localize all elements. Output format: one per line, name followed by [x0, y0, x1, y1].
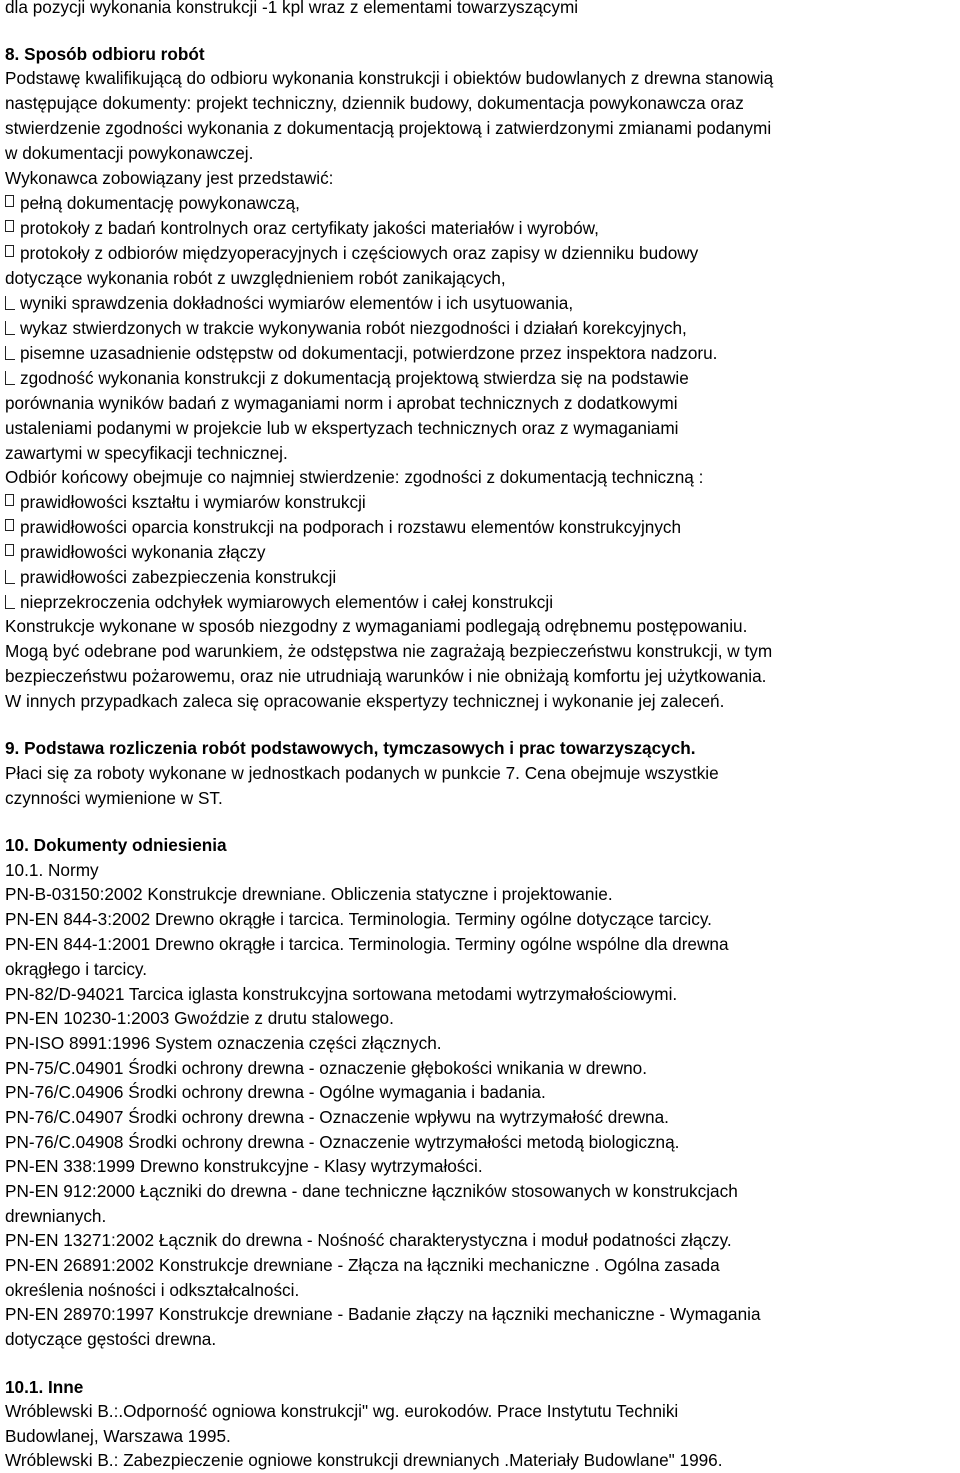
doc-line — [5, 1006, 394, 1030]
doc-line — [5, 614, 747, 638]
doc-line — [5, 1278, 299, 1302]
bullet-item — [5, 540, 266, 564]
line-text: nieprzekroczenia odchyłek wymiarowych elementów i całej konstrukcji — [20, 592, 554, 612]
bullet-hook-icon — [5, 346, 15, 360]
doc-line — [5, 932, 729, 956]
doc-line — [5, 907, 712, 931]
doc-line — [5, 982, 677, 1006]
line-text: PN-EN 26891:2002 Konstrukcje drewniane - Złącza na łączniki mechaniczne . Ogólna zasada — [5, 1255, 720, 1275]
bullet-box-icon — [5, 220, 14, 232]
line-text: PN-EN 338:1999 Drewno konstrukcyjne - Klasy wytrzymałości. — [5, 1156, 483, 1176]
line-text: Odbiór końcowy obejmuje co najmniej stwierdzenie: zgodności z dokumentacją techniczną : — [5, 467, 704, 487]
bullet-item — [5, 515, 681, 539]
doc-line — [5, 1056, 647, 1080]
bullet-hook-icon — [5, 321, 15, 335]
line-text: PN-EN 10230-1:2003 Gwoździe z drutu stalowego. — [5, 1008, 394, 1028]
bullet-item — [5, 191, 300, 215]
line-text: Płaci się za roboty wykonane w jednostkach podanych w punkcie 7. Cena obejmuje wszystkie — [5, 763, 719, 783]
line-text: dotyczące wykonania robót z uwzględnieniem robót zanikających, — [5, 268, 506, 288]
doc-line — [5, 1179, 738, 1203]
line-text: Wróblewski B.:.Odporność ogniowa konstrukcji" wg. eurokodów. Prace Instytutu Techniki — [5, 1401, 679, 1421]
line-text: Mogą być odebrane pod warunkiem, że odstępstwa nie zagrażają bezpieczeństwu konstrukcji, w tym — [5, 641, 773, 661]
bullet-hook-icon — [5, 296, 15, 310]
line-text: 10.1. Inne — [5, 1377, 84, 1397]
bullet-box-icon — [5, 519, 14, 531]
doc-line — [5, 664, 766, 688]
bullet-hook-icon — [5, 595, 15, 609]
line-text: wykaz stwierdzonych w trakcie wykonywania robót niezgodności i działań korekcyjnych, — [20, 318, 687, 338]
doc-line — [5, 416, 678, 440]
doc-line — [5, 391, 678, 415]
bullet-hook-icon — [5, 570, 15, 584]
bullet-item — [5, 291, 573, 315]
bullet-hook-icon — [5, 371, 15, 385]
line-text: określenia nośności i odkształcalności. — [5, 1280, 300, 1300]
bullet-item — [5, 341, 717, 365]
doc-line — [5, 1327, 216, 1351]
line-text: okrągłego i tarcicy. — [5, 959, 148, 979]
line-text: PN-76/C.04907 Środki ochrony drewna - Oznaczenie wpływu na wytrzymałość drewna. — [5, 1107, 669, 1127]
line-text: pisemne uzasadnienie odstępstw od dokumentacji, potwierdzone przez inspektora nadzoru. — [20, 343, 718, 363]
bullet-box-icon — [5, 245, 14, 257]
line-text: PN-76/C.04906 Środki ochrony drewna - Ogólne wymagania i badania. — [5, 1082, 546, 1102]
doc-line — [5, 441, 288, 465]
line-text: PN-EN 844-1:2001 Drewno okrągłe i tarcica. Terminologia. Terminy ogólne wspólne dla drewna — [5, 934, 729, 954]
bullet-box-icon — [5, 544, 14, 556]
doc-line — [5, 1154, 483, 1178]
line-text: PN-82/D-94021 Tarcica iglasta konstrukcyjna sortowana metodami wytrzymałościowymi. — [5, 984, 678, 1004]
doc-line — [5, 1228, 732, 1252]
line-text: 10.1. Normy — [5, 860, 99, 880]
doc-line — [5, 266, 506, 290]
doc-line — [5, 91, 744, 115]
line-text: Konstrukcje wykonane w sposób niezgodny z wymaganiami podlegają odrębnemu postępowaniu. — [5, 616, 748, 636]
line-text: w dokumentacji powykonawczej. — [5, 143, 254, 163]
line-text: protokoły z odbiorów międzyoperacyjnych i częściowych oraz zapisy w dzienniku budowy — [20, 243, 699, 263]
line-text: Wykonawca zobowiązany jest przedstawić: — [5, 168, 334, 188]
doc-line — [5, 761, 719, 785]
section-9-heading — [5, 736, 696, 760]
line-text: Wróblewski B.: Zabezpieczenie ogniowe konstrukcji drewnianych .Materiały Budowlane" 1996. — [5, 1450, 723, 1470]
line-text: pełną dokumentację powykonawczą, — [20, 193, 300, 213]
bullet-item — [5, 216, 599, 240]
line-text: PN-EN 844-3:2002 Drewno okrągłe i tarcica. Terminologia. Terminy ogólne dotyczące tarcicy. — [5, 909, 712, 929]
line-text: prawidłowości zabezpieczenia konstrukcji — [20, 567, 337, 587]
doc-line — [5, 1204, 106, 1228]
doc-line — [5, 689, 724, 713]
line-text: Budowlanej, Warszawa 1995. — [5, 1426, 231, 1446]
bullet-item — [5, 366, 689, 390]
doc-line — [5, 957, 147, 981]
line-text: zgodność wykonania konstrukcji z dokumentacją projektową stwierdza się na podstawie — [20, 368, 689, 388]
line-text: porównania wyników badań z wymaganiami norm i aprobat technicznych z dodatkowymi — [5, 393, 678, 413]
line-text: czynności wymienione w ST. — [5, 788, 223, 808]
doc-line — [5, 1130, 679, 1154]
line-text: wyniki sprawdzenia dokładności wymiarów elementów i ich usytuowania, — [20, 293, 574, 313]
section-8-heading — [5, 42, 205, 66]
line-text: bezpieczeństwu pożarowemu, oraz nie utrudniają warunków i nie obniżają komfortu jej użytkowania. — [5, 666, 767, 686]
line-text: następujące dokumenty: projekt techniczny, dziennik budowy, dokumentacja powykonawcza oraz — [5, 93, 744, 113]
line-text: stwierdzenie zgodności wykonania z dokumentacją projektową i zatwierdzonymi zmianami podanymi — [5, 118, 772, 138]
doc-line — [5, 116, 771, 140]
doc-line — [5, 1448, 723, 1472]
line-text: dla pozycji wykonania konstrukcji -1 kpl wraz z elementami towarzyszącymi — [5, 0, 579, 17]
bullet-item — [5, 316, 687, 340]
bullet-item — [5, 565, 336, 589]
doc-line — [5, 141, 253, 165]
doc-line — [5, 0, 578, 19]
line-text: zawartymi w specyfikacji technicznej. — [5, 443, 288, 463]
doc-line — [5, 1080, 546, 1104]
line-text: PN-75/C.04901 Środki ochrony drewna - oznaczenie głębokości wnikania w drewno. — [5, 1058, 648, 1078]
doc-line — [5, 882, 613, 906]
doc-line — [5, 858, 99, 882]
doc-line — [5, 1399, 678, 1423]
line-text: prawidłowości wykonania złączy — [20, 542, 266, 562]
doc-line — [5, 1031, 442, 1055]
line-text: Podstawę kwalifikującą do odbioru wykonania konstrukcji i obiektów budowlanych z drewna stanowią — [5, 68, 774, 88]
line-text: drewnianych. — [5, 1206, 107, 1226]
line-text: PN-EN 28970:1997 Konstrukcje drewniane - Badanie złączy na łączniki mechaniczne - Wymagania — [5, 1304, 761, 1324]
doc-line — [5, 1253, 720, 1277]
bullet-item — [5, 490, 366, 514]
bullet-item — [5, 590, 553, 614]
bullet-box-icon — [5, 494, 14, 506]
doc-line — [5, 1302, 761, 1326]
line-text: W innych przypadkach zaleca się opracowanie ekspertyzy technicznej i wykonanie jej zaleceń. — [5, 691, 725, 711]
line-text: 9. Podstawa rozliczenia robót podstawowych, tymczasowych i prac towarzyszących. — [5, 738, 696, 758]
line-text: protokoły z badań kontrolnych oraz certyfikaty jakości materiałów i wyrobów, — [20, 218, 599, 238]
line-text: prawidłowości kształtu i wymiarów konstrukcji — [20, 492, 366, 512]
line-text: PN-76/C.04908 Środki ochrony drewna - Oznaczenie wytrzymałości metodą biologiczną. — [5, 1132, 680, 1152]
section-10-heading — [5, 833, 227, 857]
doc-line — [5, 66, 773, 90]
line-text: PN-EN 912:2000 Łączniki do drewna - dane techniczne łączników stosowanych w konstrukcjach — [5, 1181, 738, 1201]
section-10-1-heading — [5, 1375, 83, 1399]
bullet-box-icon — [5, 195, 14, 207]
doc-line — [5, 786, 223, 810]
line-text: 10. Dokumenty odniesienia — [5, 835, 227, 855]
line-text: 8. Sposób odbioru robót — [5, 44, 205, 64]
bullet-item — [5, 241, 698, 265]
line-text: PN-EN 13271:2002 Łącznik do drewna - Nośność charakterystyczna i moduł podatności złączy. — [5, 1230, 732, 1250]
line-text: PN-ISO 8991:1996 System oznaczenia części złącznych. — [5, 1033, 442, 1053]
doc-line — [5, 1424, 231, 1448]
doc-line — [5, 166, 333, 190]
doc-line — [5, 639, 772, 663]
line-text: PN-B-03150:2002 Konstrukcje drewniane. Obliczenia statyczne i projektowanie. — [5, 884, 613, 904]
doc-line — [5, 1105, 669, 1129]
line-text: prawidłowości oparcia konstrukcji na podporach i rozstawu elementów konstrukcyjnych — [20, 517, 682, 537]
line-text: dotyczące gęstości drewna. — [5, 1329, 217, 1349]
doc-line — [5, 465, 703, 489]
line-text: ustaleniami podanymi w projekcie lub w ekspertyzach technicznych oraz z wymaganiami — [5, 418, 679, 438]
